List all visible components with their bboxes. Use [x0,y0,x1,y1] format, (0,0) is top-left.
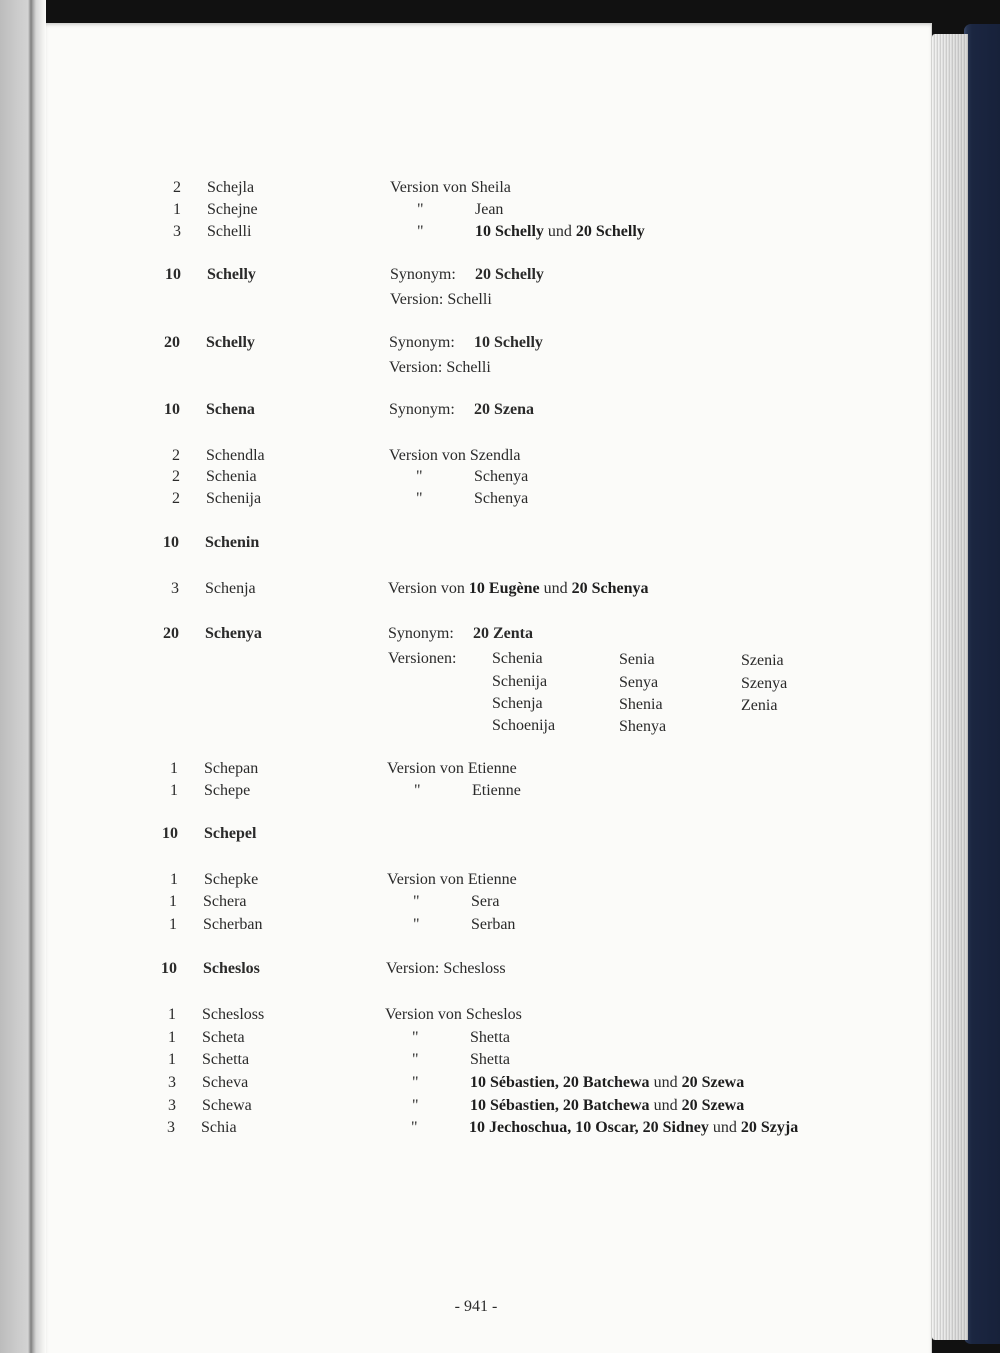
book-cover [964,24,1000,1344]
synonym-value: 20 Schelly [475,266,544,283]
version-note: Version: Schesloss [386,960,506,977]
synonym-label: Synonym: [388,625,454,642]
synonym-label: Synonym: [389,401,455,418]
cross-reference: 20 Schelly [575,223,645,240]
entry-count: 2 [172,468,180,485]
entry-name: Schepel [204,825,257,842]
synonym-value: 20 Zenta [473,625,533,642]
entry-count: 1 [170,760,178,777]
entry-row [0,1096,895,1116]
synonym-label: Synonym: [389,334,455,351]
entry-count: 20 [163,625,179,642]
cross-reference: Shetta [470,1051,510,1068]
cross-reference: 10 Jechoschua, 10 Oscar, 20 Sidney [469,1119,709,1136]
version-variant: Shenia [619,696,663,713]
entry-name: Scheslos [203,960,260,977]
entry-count: 10 [164,401,180,418]
entry-count: 10 [162,825,178,842]
synonym-value: 20 Szena [474,401,534,418]
entry-name: Schia [201,1119,237,1136]
ditto-mark: " [417,223,424,240]
entry-name: Schenija [206,490,262,507]
entry-count: 1 [168,1029,176,1046]
cross-reference: 20 Szyja [740,1119,799,1136]
cross-reference-list [470,1096,744,1116]
entry-count: 3 [168,1097,176,1114]
cross-reference: Shetta [470,1029,510,1046]
entry-count: 2 [172,447,180,464]
entry-name: Schena [206,401,255,418]
ditto-mark: " [413,916,420,933]
cross-reference-list [469,1118,798,1138]
entry-row [0,533,898,553]
entry-name: Schelly [206,334,255,351]
entry-row [0,624,898,735]
version-variant: Zenia [741,697,778,714]
entry-row [0,1005,895,1025]
page-edges [932,34,968,1340]
entry-description: Version von Scheslos [385,1006,522,1023]
version-variant: Senya [619,674,659,691]
entry-row [0,579,898,599]
ditto-mark: " [412,1097,419,1114]
ditto-mark: " [416,468,423,485]
entry-name: Schenia [206,468,257,485]
cross-reference: 10 Schelly [475,223,544,240]
cross-reference-list [470,1073,744,1093]
entry-row [0,265,900,308]
synonym-label: Synonym: [390,266,456,283]
entry-row [0,1050,895,1070]
ditto-mark: " [416,490,423,507]
entry-row [0,781,897,801]
version-variant: Szenia [741,652,784,669]
versions-label: Versionen: [388,650,457,667]
entry-row [0,467,899,487]
entry-name: Schepe [204,782,251,799]
entry-description: Version von Sheila [390,179,511,196]
entry-name: Scherban [203,916,263,933]
entry-row [0,400,899,420]
entry-count: 1 [168,1006,176,1023]
entry-count: 1 [169,893,177,910]
conjunction: und [653,1097,678,1114]
ditto-mark: " [412,1074,419,1091]
cross-reference: Schenya [474,490,529,507]
version-variant: Schenia [492,650,543,667]
entry-name: Schera [203,893,247,910]
entry-name: Schejne [207,201,258,218]
entry-row [0,200,900,220]
entry-row [0,1028,895,1048]
ditto-mark: " [412,1029,419,1046]
entry-count: 3 [167,1119,175,1136]
cross-reference: 10 Sébastien, 20 Batchewa [470,1074,650,1091]
cross-reference: Etienne [472,782,521,799]
entry-row [0,759,897,779]
entry-row [0,959,896,979]
entry-row [0,892,896,912]
entry-row [0,915,896,935]
version-variant: Schenija [492,673,548,690]
cross-reference: Schenya [474,468,529,485]
entry-row [0,446,899,466]
entry-description: Version von Etienne [387,760,517,777]
entry-count: 1 [169,916,177,933]
conjunction: und [547,223,572,240]
entry-count: 10 [161,960,177,977]
ditto-mark: " [414,782,421,799]
entry-count: 20 [164,334,180,351]
ditto-mark: " [411,1119,418,1136]
entry-row [0,222,900,242]
version-variant: Szenya [741,675,788,692]
version-variant: Senia [619,651,655,668]
entry-name: Scheta [202,1029,245,1046]
entry-count: 3 [171,580,179,597]
cross-reference: 20 Schenya [571,580,649,597]
entry-count: 2 [172,490,180,507]
entry-count: 10 [163,534,179,551]
version-note: Version: Schelli [389,359,491,376]
entry-name: Schejla [207,179,255,196]
entry-description: Version von Etienne [387,871,517,888]
version-variant: Schoenija [492,717,556,734]
version-variant: Shenya [619,718,667,735]
entry-name: Schewa [202,1097,252,1114]
ditto-mark: " [413,893,420,910]
conjunction: und [543,580,568,597]
version-variant: Schenja [492,695,543,712]
cross-reference-list [475,222,645,242]
entry-row [0,870,897,890]
entry-name: Schenin [205,534,260,551]
entry-name: Schenja [205,580,256,597]
conjunction: und [712,1119,737,1136]
cross-reference: Sera [471,893,500,910]
page-number: - 941 - [454,1298,498,1315]
entry-count: 10 [165,266,181,283]
entry-description: Version von Szendla [389,447,521,464]
cross-reference: 20 Szewa [681,1074,745,1091]
entry-name: Schepke [204,871,259,888]
entry-name: Schepan [204,760,259,777]
entry-row [0,178,900,198]
description-text: Version von [388,580,465,597]
entry-count: 2 [173,179,181,196]
entry-count: 3 [168,1074,176,1091]
synonym-value: 10 Schelly [474,334,543,351]
entry-row [0,489,899,509]
cross-reference: 10 Eugène [468,580,540,597]
conjunction: und [653,1074,678,1091]
entry-row [0,1073,895,1093]
entry-name: Scheva [202,1074,249,1091]
entry-row [0,333,899,376]
entry-count: 1 [173,201,181,218]
entry-name: Schelli [207,223,252,240]
entry-count: 1 [170,782,178,799]
entry-row [0,824,897,844]
entry-count: 1 [168,1051,176,1068]
entry-name: Schesloss [202,1006,265,1023]
entry-count: 1 [170,871,178,888]
cross-reference: 20 Szewa [681,1097,745,1114]
entry-name: Schetta [202,1051,250,1068]
entry-name: Schelly [207,266,256,283]
cross-reference: Jean [475,201,504,218]
version-note: Version: Schelli [390,291,492,308]
entry-name: Schenya [205,625,262,642]
cross-reference: 10 Sébastien, 20 Batchewa [470,1097,650,1114]
ditto-mark: " [412,1051,419,1068]
entry-row [0,1118,894,1138]
entry-count: 3 [173,223,181,240]
ditto-mark: " [417,201,424,218]
entry-name: Schendla [206,447,265,464]
cross-reference: Serban [471,916,516,933]
entry-description [388,579,648,599]
